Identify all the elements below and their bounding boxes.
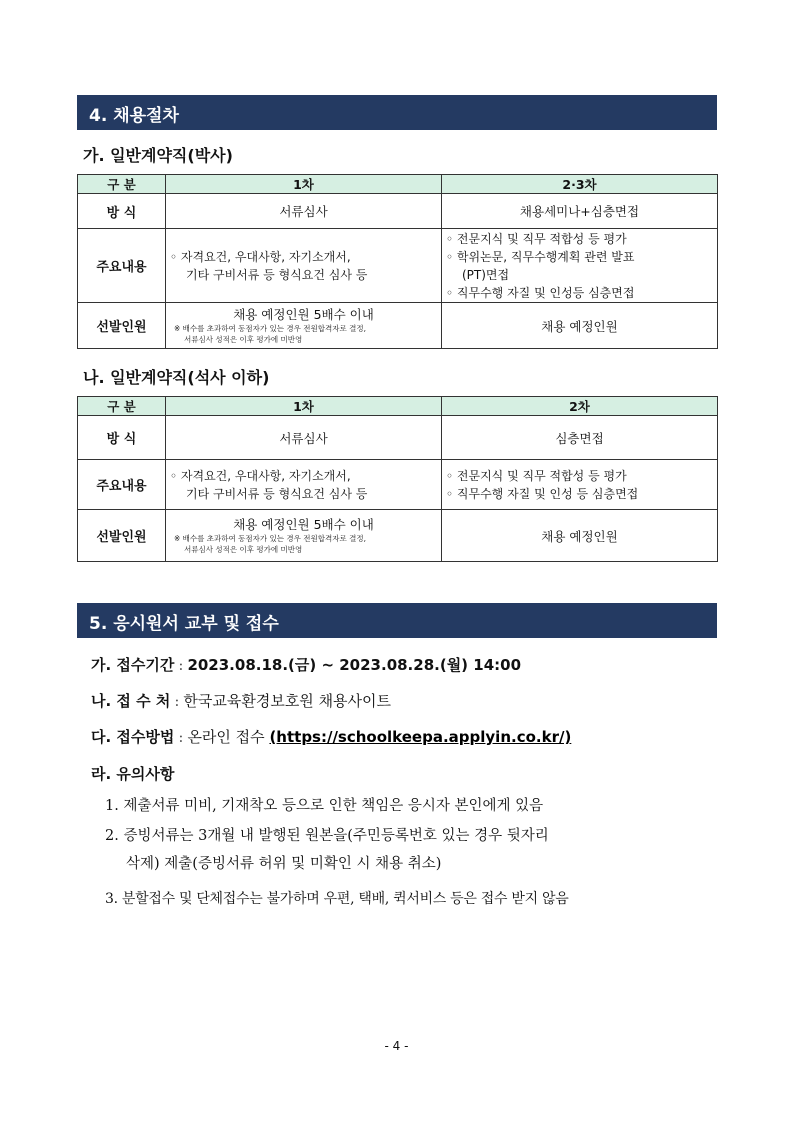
- period-value: 2023.08.18.(금) ~ 2023.08.28.(월) 14:00: [187, 656, 522, 674]
- row-label-method: 방 식: [78, 194, 166, 229]
- method-value: 온라인 접수: [187, 728, 265, 746]
- note-item: 2. 증빙서류는 3개월 내 발행된 원본을(주민등록번호 있는 경우 뒷자리: [105, 828, 549, 844]
- content-line: ◦ 학위논문, 직무수행계획 관련 발표: [446, 249, 635, 264]
- application-place: [91, 690, 391, 711]
- cell-selection-2: 채용 예정인원: [442, 510, 718, 562]
- section-4-title: 4. 채용절차: [89, 106, 179, 126]
- header-stage-1: 1차: [166, 397, 442, 416]
- header-stage-2: 2차: [442, 397, 718, 416]
- table-row: [78, 416, 718, 460]
- subsection-b-title: 나. 일반계약직(석사 이하): [83, 368, 270, 387]
- application-period: [91, 654, 521, 675]
- cell-content-1: [166, 460, 442, 510]
- place-value: 한국교육환경보호원 채용사이트: [183, 692, 392, 710]
- notes-heading: [91, 763, 174, 784]
- cell-content-1: [166, 229, 442, 303]
- content-line: 기타 구비서류 등 형식요건 심사 등: [186, 267, 368, 282]
- selection-note: 서류심사 성적은 이후 평가에 미반영: [184, 544, 303, 554]
- table-row: [78, 194, 718, 229]
- method-label: 다. 접수방법: [91, 728, 175, 746]
- selection-note: ※ 배수를 초과하여 동점자가 있는 경우 전원합격자로 결정,: [174, 323, 366, 333]
- row-label-method: 방 식: [78, 416, 166, 460]
- cell-content-2: [442, 229, 718, 303]
- page-number: - 4 -: [384, 1039, 409, 1053]
- period-label: 가. 접수기간: [91, 656, 175, 674]
- table-row: [78, 510, 718, 562]
- procedure-table-phd: [77, 174, 718, 349]
- selection-note: ※ 배수를 초과하여 동점자가 있는 경우 전원합격자로 결정,: [174, 533, 366, 543]
- content-line: (PT)면접: [462, 267, 510, 282]
- row-label-selection: 선발인원: [78, 510, 166, 562]
- procedure-table-master: [77, 396, 718, 562]
- cell-selection-1: [166, 303, 442, 349]
- header-category: 구 분: [78, 175, 166, 194]
- header-stage-1: 1차: [166, 175, 442, 194]
- header-stage-2: 2·3차: [442, 175, 718, 194]
- separator: :: [174, 692, 180, 710]
- section-5-title: 5. 응시원서 교부 및 접수: [89, 614, 279, 634]
- note-item: 1. 제출서류 미비, 기재착오 등으로 인한 책임은 응시자 본인에게 있음: [105, 798, 544, 814]
- selection-note: 서류심사 성적은 이후 평가에 미반영: [184, 334, 303, 344]
- table-header-row: [78, 397, 718, 416]
- separator: :: [178, 728, 184, 746]
- table-row: [78, 460, 718, 510]
- cell-content-2: [442, 460, 718, 510]
- content-line: ◦ 직무수행 자질 및 인성 등 심층면접: [446, 486, 639, 501]
- row-label-content: 주요내용: [78, 229, 166, 303]
- content-line: ◦ 전문지식 및 직무 적합성 등 평가: [446, 468, 627, 483]
- application-method: [91, 726, 571, 747]
- table-row: [78, 229, 718, 303]
- place-label: 나. 접 수 처: [91, 692, 171, 710]
- selection-main: 채용 예정인원 5배수 이내: [233, 516, 374, 532]
- cell-method-1: 서류심사: [166, 194, 442, 229]
- cell-selection-2: 채용 예정인원: [442, 303, 718, 349]
- content-line: ◦ 전문지식 및 직무 적합성 등 평가: [446, 231, 627, 246]
- content-line: ◦ 직무수행 자질 및 인성등 심층면접: [446, 285, 635, 300]
- separator: :: [178, 656, 184, 674]
- content-line: 기타 구비서류 등 형식요건 심사 등: [186, 486, 368, 501]
- header-category: 구 분: [78, 397, 166, 416]
- section-4-header: [77, 95, 717, 130]
- subsection-a-title: 가. 일반계약직(박사): [83, 146, 233, 165]
- table-row: [78, 303, 718, 349]
- note-item: 3. 분할접수 및 단체접수는 불가하며 우편, 택배, 퀵서비스 등은 접수 받지 않음: [105, 891, 569, 907]
- selection-main: 채용 예정인원 5배수 이내: [233, 306, 374, 322]
- cell-selection-1: [166, 510, 442, 562]
- row-label-selection: 선발인원: [78, 303, 166, 349]
- table-header-row: [78, 175, 718, 194]
- notes-label: 라. 유의사항: [91, 765, 175, 783]
- content-line: ◦ 자격요건, 우대사항, 자기소개서,: [170, 249, 351, 264]
- application-site-link[interactable]: (https://schoolkeepa.applyin.co.kr/): [269, 728, 572, 746]
- content-line: ◦ 자격요건, 우대사항, 자기소개서,: [170, 468, 351, 483]
- note-item-continued: 삭제) 제출(증빙서류 허위 및 미확인 시 채용 취소): [126, 856, 442, 872]
- cell-method-1: 서류심사: [166, 416, 442, 460]
- cell-method-2: 채용세미나+심층면접: [442, 194, 718, 229]
- section-5-header: [77, 603, 717, 638]
- row-label-content: 주요내용: [78, 460, 166, 510]
- cell-method-2: 심층면접: [442, 416, 718, 460]
